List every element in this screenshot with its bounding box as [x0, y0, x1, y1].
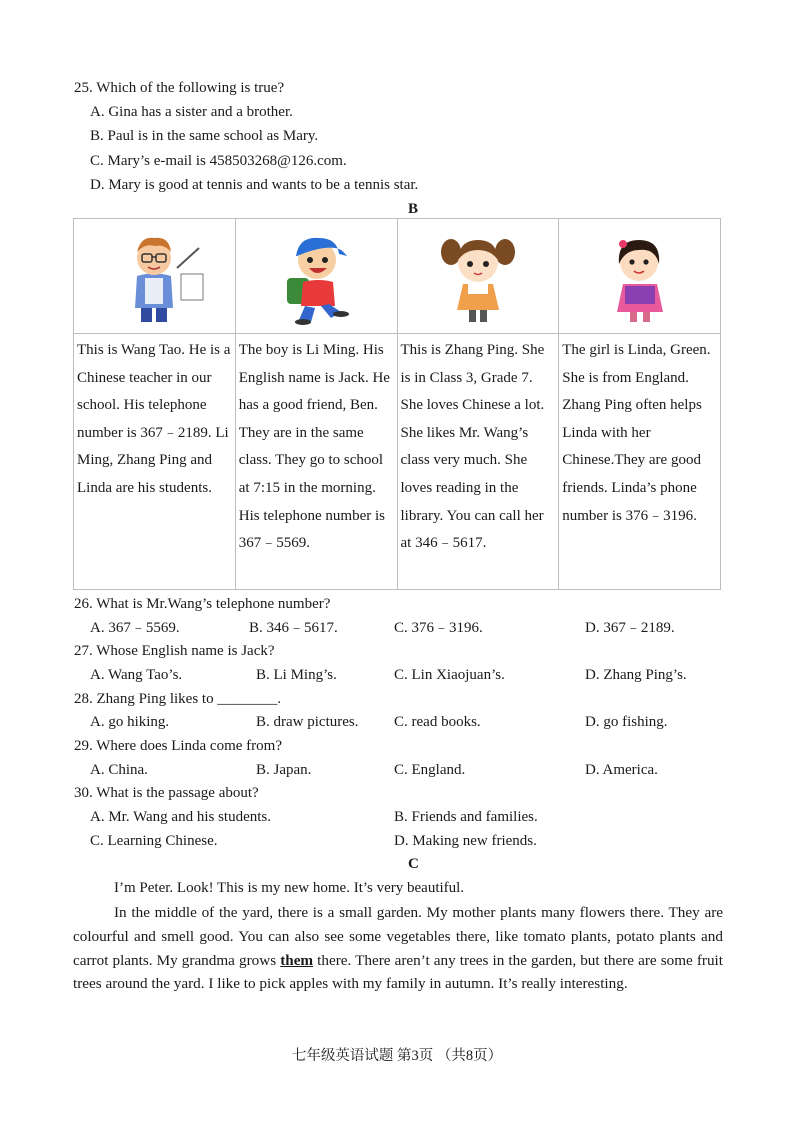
q25-option-a: A. Gina has a sister and a brother. [90, 104, 293, 120]
text-cell-li-ming: The boy is Li Ming. His English name is Jack. He has a good friend, Ben. They are in the same class. They go to school at 7:15 in the morning. His telephone number is 367﹣5569. [235, 334, 397, 590]
q27-option-b: B. Li Ming’s. [256, 667, 337, 683]
text-cell-zhang-ping: This is Zhang Ping. She is in Class 3, Grade 7. She loves Chinese a lot. She likes Mr. Wang’s class very much. She loves reading in the library. You can call her at 346﹣5617. [397, 334, 559, 590]
q26-question: 26. What is Mr.Wang’s telephone number? [74, 596, 331, 612]
q26-option-c: C. 376﹣3196. [394, 620, 483, 636]
q30-option-d: D. Making new friends. [394, 833, 537, 849]
paragraph-2-text-after: there. There aren’t any trees in the garden, but there are some fruit trees around the yard. I like to pick apples with my family in autumn. It’s really interesting. [73, 951, 723, 993]
section-c-label: C [408, 856, 419, 872]
q28-option-a: A. go hiking. [90, 714, 170, 730]
q30-option-a: A. Mr. Wang and his students. [90, 809, 272, 825]
text-cell-wang-tao: This is Wang Tao. He is a Chinese teacher in our school. His telephone number is 367﹣2189. Li Ming, Zhang Ping and Linda are his students. [74, 334, 236, 590]
page-footer: 七年级英语试题 第3页 （共8页） [291, 1048, 503, 1064]
q26-option-b: B. 346﹣5617. [249, 620, 338, 636]
q29-option-a: A. China. [90, 762, 148, 778]
q27-option-c: C. Lin Xiaojuan’s. [394, 667, 505, 683]
teacher-wang-tao-illustration [89, 226, 219, 326]
underlined-word-them: them [280, 951, 314, 969]
q29-option-d: D. America. [585, 762, 658, 778]
q30-option-b: B. Friends and families. [394, 809, 538, 825]
text-cell-linda: The girl is Linda, Green. She is from England. Zhang Ping often helps Linda with her Chinese.They are good friends. Linda’s phone number is 376﹣3196. [559, 334, 721, 590]
q28-option-d: D. go fishing. [585, 714, 668, 730]
pic-cell-wang-tao [74, 219, 236, 334]
section-b-label: B [408, 201, 419, 217]
pic-cell-li-ming [235, 219, 397, 334]
q30-option-c: C. Learning Chinese. [90, 833, 218, 849]
q29-option-b: B. Japan. [256, 762, 312, 778]
boy-li-ming-illustration [251, 226, 381, 326]
q28-option-b: B. draw pictures. [256, 714, 359, 730]
pic-cell-linda [559, 219, 721, 334]
q28-option-c: C. read books. [394, 714, 481, 730]
q27-option-a: A. Wang Tao’s. [90, 667, 183, 683]
q25-question: 25. Which of the following is true? [74, 80, 285, 96]
q27-option-d: D. Zhang Ping’s. [585, 667, 687, 683]
q25-option-b: B. Paul is in the same school as Mary. [90, 128, 319, 144]
passage-c-paragraph-2 [73, 901, 723, 996]
q27-question: 27. Whose English name is Jack? [74, 643, 275, 659]
paragraph-2-text-before: In the middle of the yard, there is a small garden. My mother plants many flowers there. They are colourful and smell good. You can also see some vegetables there, like tomato plants, potato plants and carrot plants. My grandma grows [73, 904, 723, 969]
q26-option-a: A. 367﹣5569. [90, 620, 180, 636]
people-table [73, 218, 721, 590]
girl-zhang-ping-illustration [413, 226, 543, 326]
girl-linda-reading-illustration [575, 226, 705, 326]
passage-c-paragraph-1: I’m Peter. Look! This is my new home. It’s very beautiful. [114, 880, 465, 896]
q25-option-d: D. Mary is good at tennis and wants to be a tennis star. [90, 177, 419, 193]
pic-cell-zhang-ping [397, 219, 559, 334]
q26-option-d: D. 367﹣2189. [585, 620, 675, 636]
q25-option-c: C. Mary’s e-mail is 458503268@126.com. [90, 153, 347, 169]
q29-option-c: C. England. [394, 762, 466, 778]
q28-question: 28. Zhang Ping likes to ________. [74, 691, 282, 707]
q29-question: 29. Where does Linda come from? [74, 738, 282, 754]
q30-question: 30. What is the passage about? [74, 785, 259, 801]
